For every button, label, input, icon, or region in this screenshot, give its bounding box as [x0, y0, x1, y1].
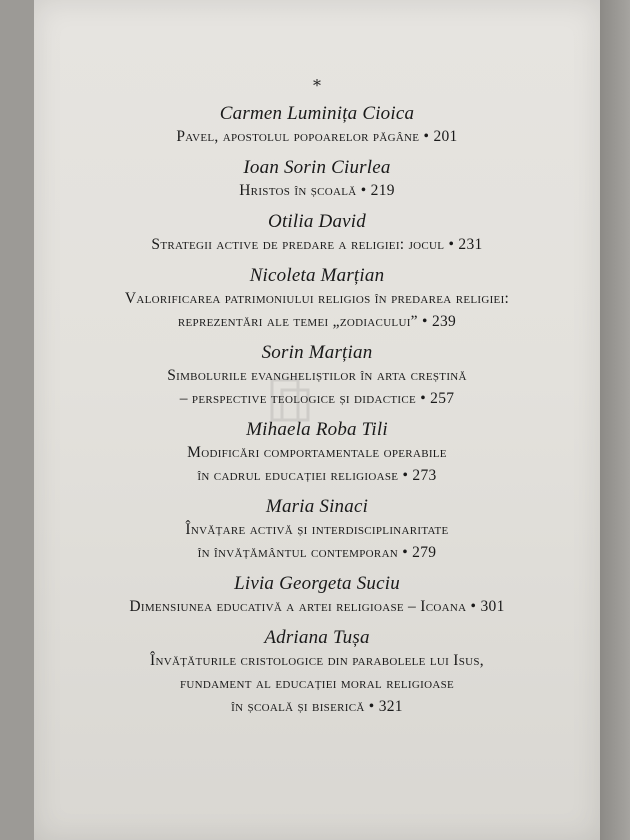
watermark-logo [270, 370, 420, 430]
toc-page-number: 201 [433, 128, 458, 145]
toc-entry [34, 156, 600, 202]
section-star: * [313, 76, 321, 95]
toc-title-line [34, 125, 600, 148]
toc-title-line [34, 649, 600, 672]
toc-author: Maria Sinaci [265, 496, 369, 517]
toc-title-text: Simbolurile evangheliștilor în arta creștină [167, 367, 467, 384]
toc-author: Livia Georgeta Suciu [234, 573, 400, 594]
book-page [34, 0, 600, 840]
toc-entry [34, 264, 600, 333]
toc-title-text: Dimensiunea educativă a artei religioase – Icoana [129, 598, 467, 615]
toc-separator: • [402, 544, 408, 561]
toc-page-number: 321 [378, 698, 403, 715]
toc-author: Adriana Tușa [264, 627, 370, 648]
toc-entry [34, 102, 600, 148]
toc-entry [34, 495, 600, 564]
toc-title-line [34, 695, 600, 718]
toc-title-line [34, 595, 600, 618]
toc-page-number: 257 [430, 390, 455, 407]
toc-page-number: 219 [370, 182, 395, 199]
toc-separator: • [420, 390, 426, 407]
toc-title-line [34, 287, 600, 310]
toc-entry [34, 572, 600, 618]
toc-entry [34, 626, 600, 718]
toc-author: Otilia David [268, 211, 366, 232]
toc-title-text: – perspective teologice și didactice [179, 390, 417, 407]
toc-title-text: în cadrul educației religioase [197, 467, 399, 484]
toc-title-text: în învățământul contemporan [197, 544, 399, 561]
toc-entry [34, 210, 600, 256]
toc-title-line [34, 233, 600, 256]
toc-author: Sorin Marțian [261, 342, 373, 363]
toc-title-line [34, 310, 600, 333]
toc-title-text: Strategii active de predare a religiei: jocul [151, 236, 445, 253]
toc-page-number: 301 [480, 598, 505, 615]
toc-separator: • [402, 467, 409, 484]
toc-page-number: 279 [412, 544, 437, 561]
toc-separator: • [448, 236, 455, 253]
toc-separator: • [368, 698, 375, 715]
toc-page-number: 231 [458, 236, 483, 253]
toc-title-text: în școală și biserică [231, 698, 365, 715]
toc-title-text: Modificări comportamentale operabile [187, 444, 447, 461]
toc-title-line [34, 541, 600, 564]
toc-author: Ioan Sorin Ciurlea [243, 157, 391, 178]
toc-title-line [34, 441, 600, 464]
toc-separator: • [360, 182, 367, 199]
toc-title-text: Valorificarea patrimoniului religios în predarea religiei: [124, 290, 510, 307]
toc-separator: • [423, 128, 430, 145]
toc-title-line [34, 672, 600, 695]
toc-title-line [34, 464, 600, 487]
toc-title-text: fundament al educației moral religioase [179, 675, 455, 692]
toc-title-text: Hristos în școală [239, 182, 357, 199]
toc-page-number: 239 [431, 313, 457, 330]
toc-author: Nicoleta Marțian [249, 265, 385, 286]
toc-title-line [34, 179, 600, 202]
toc-page-number: 273 [412, 467, 437, 484]
page-edge-shadow [600, 0, 630, 840]
toc-separator: • [470, 598, 477, 615]
toc-title-text: Pavel, apostolul popoarelor păgâne [176, 128, 420, 145]
toc-author: Mihaela Roba Tili [246, 419, 388, 440]
toc-title-text: Învățare activă și interdisciplinaritate [185, 521, 449, 538]
toc-title-text: Învățăturile cristologice din parabolele lui Isus, [150, 652, 484, 669]
toc-title-text: reprezentări ale temei „zodiacului” [177, 313, 418, 330]
toc-title-line [34, 518, 600, 541]
toc-separator: • [422, 313, 428, 330]
toc-author: Carmen Luminița Cioica [219, 103, 415, 124]
